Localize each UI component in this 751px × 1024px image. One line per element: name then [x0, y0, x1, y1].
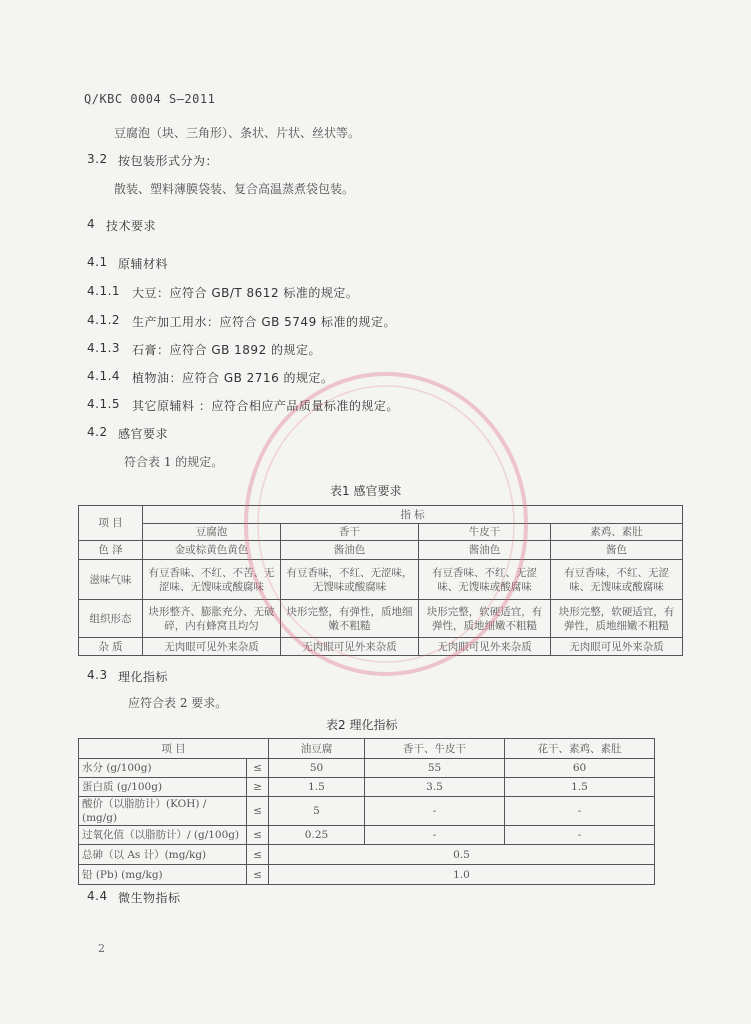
section-4-4-number: 4.4: [87, 889, 108, 903]
table1-column-header: 牛皮干: [419, 524, 551, 541]
section-4-1-number: 4.1: [87, 255, 108, 269]
table1-index-header: 指 标: [143, 506, 683, 524]
section-3-2-number: 3.2: [87, 152, 108, 166]
row-label: 过氧化值（以脂肪计）/ (g/100g): [79, 826, 247, 845]
table-cell: -: [365, 826, 505, 845]
table-cell: -: [505, 797, 655, 826]
physicochemical-table: [78, 738, 655, 885]
table2-column-header: 香干、牛皮干: [365, 739, 505, 759]
section-4-2-title: 感官要求: [118, 427, 169, 441]
table-row: [79, 845, 655, 865]
table-cell: 酱油色: [281, 541, 419, 560]
comparison-symbol: ≤: [247, 797, 269, 826]
merged-cell: 1.0: [269, 865, 655, 885]
table2-column-header: 花干、素鸡、素肚: [505, 739, 655, 759]
section-4-4-title: 微生物指标: [118, 891, 181, 905]
table-cell: 块形整齐、膨胀充分、无破碎，内有蜂窝且均匀: [143, 600, 281, 638]
document-code: Q/KBC 0004 S—2011: [84, 92, 216, 106]
table-cell: 酱色: [551, 541, 683, 560]
sensory-requirements-table: [78, 505, 683, 656]
table1-caption: 表1 感官要求: [330, 484, 402, 498]
section-4-title: 技术要求: [106, 219, 157, 233]
paragraph-product-shapes: 豆腐泡（块、三角形）、条状、片状、丝状等。: [114, 126, 361, 140]
table-row: [79, 778, 655, 797]
row-label: 铅 (Pb) (mg/kg): [79, 865, 247, 885]
table-cell: 无肉眼可见外来杂质: [143, 638, 281, 656]
table-row: [79, 865, 655, 885]
section-4-1-3-text: 石膏：应符合 GB 1892 的规定。: [132, 343, 322, 357]
table-cell: -: [365, 797, 505, 826]
table2-item-header: 项 目: [79, 739, 269, 759]
table-row: [79, 826, 655, 845]
table-cell: 块形完整，软硬适宜，有弹性，质地细嫩不粗糙: [419, 600, 551, 638]
row-label: 滋味气味: [79, 560, 143, 600]
table-cell: 无肉眼可见外来杂质: [281, 638, 419, 656]
table-cell: 1.5: [269, 778, 365, 797]
merged-cell: 0.5: [269, 845, 655, 865]
section-4-1-5-text: 其它原辅料 ：应符合相应产品质量标准的规定。: [132, 399, 399, 413]
table-cell: 60: [505, 759, 655, 778]
comparison-symbol: ≤: [247, 845, 269, 865]
table-cell: 0.25: [269, 826, 365, 845]
page-number: 2: [98, 942, 105, 955]
table1-item-header: 项 目: [79, 506, 143, 541]
table-cell: 50: [269, 759, 365, 778]
comparison-symbol: ≥: [247, 778, 269, 797]
table-cell: 金或棕黄色黄色: [143, 541, 281, 560]
table-cell: 块形完整，软硬适宜，有弹性，质地细嫩不粗糙: [551, 600, 683, 638]
comparison-symbol: ≤: [247, 759, 269, 778]
section-4-1-3-number: 4.1.3: [87, 341, 121, 355]
table-cell: 有豆香味，不红、无涩味、无馊味或酸腐味: [551, 560, 683, 600]
table-cell: 3.5: [365, 778, 505, 797]
table-cell: 有豆香味、不红、无涩味、无馊味或酸腐味: [419, 560, 551, 600]
table-cell: 有豆香味，不红、无涩味，无馊味或酸腐味: [281, 560, 419, 600]
comparison-symbol: ≤: [247, 826, 269, 845]
table-cell: 酱油色: [419, 541, 551, 560]
table-row: [79, 638, 683, 656]
table-cell: 有豆香味、不红、不苦、无涩味、无馊味或酸腐味: [143, 560, 281, 600]
section-4-number: 4: [87, 217, 96, 231]
table-row: [79, 600, 683, 638]
row-label: 总砷（以 As 计）(mg/kg): [79, 845, 247, 865]
section-4-1-4-number: 4.1.4: [87, 369, 121, 383]
table-cell: 无肉眼可见外来杂质: [551, 638, 683, 656]
table-row: [79, 560, 683, 600]
section-4-1-5-number: 4.1.5: [87, 397, 121, 411]
paragraph-table1-reference: 符合表 1 的规定。: [124, 455, 224, 469]
section-4-1-2-text: 生产加工用水：应符合 GB 5749 标准的规定。: [132, 315, 397, 329]
table1-column-header: 香干: [281, 524, 419, 541]
row-label: 酸价（以脂肪计）(KOH) / (mg/g): [79, 797, 247, 826]
table-row: [79, 541, 683, 560]
row-label: 杂 质: [79, 638, 143, 656]
row-label: 水分 (g/100g): [79, 759, 247, 778]
section-4-1-1-number: 4.1.1: [87, 284, 121, 298]
table-cell: -: [505, 826, 655, 845]
row-label: 组织形态: [79, 600, 143, 638]
table-row: [79, 759, 655, 778]
section-4-2-number: 4.2: [87, 425, 108, 439]
section-4-3-title: 理化指标: [118, 670, 169, 684]
section-4-1-4-text: 植物油：应符合 GB 2716 的规定。: [132, 371, 334, 385]
table-cell: 块形完整，有弹性，质地细嫩不粗糙: [281, 600, 419, 638]
table-cell: 1.5: [505, 778, 655, 797]
table1-column-header: 豆腐泡: [143, 524, 281, 541]
section-3-2-title: 按包装形式分为：: [118, 154, 219, 168]
table1-column-header: 素鸡、素肚: [551, 524, 683, 541]
section-4-1-2-number: 4.1.2: [87, 313, 121, 327]
table-row: [79, 797, 655, 826]
row-label: 色 泽: [79, 541, 143, 560]
table2-caption: 表2 理化指标: [326, 718, 398, 732]
section-4-1-title: 原辅材料: [118, 257, 169, 271]
paragraph-packaging-types: 散装、塑料薄膜袋装、复合高温蒸煮袋包装。: [114, 182, 355, 196]
table-cell: 55: [365, 759, 505, 778]
table-header-row: [79, 506, 683, 524]
table-cell: 5: [269, 797, 365, 826]
table-header-row: [79, 524, 683, 541]
table-cell: 无肉眼可见外来杂质: [419, 638, 551, 656]
section-4-3-number: 4.3: [87, 668, 108, 682]
table2-column-header: 油豆腐: [269, 739, 365, 759]
comparison-symbol: ≤: [247, 865, 269, 885]
row-label: 蛋白质 (g/100g): [79, 778, 247, 797]
table-header-row: [79, 739, 655, 759]
paragraph-table2-reference: 应符合表 2 要求。: [128, 696, 228, 710]
section-4-1-1-text: 大豆：应符合 GB/T 8612 标准的规定。: [132, 286, 359, 300]
